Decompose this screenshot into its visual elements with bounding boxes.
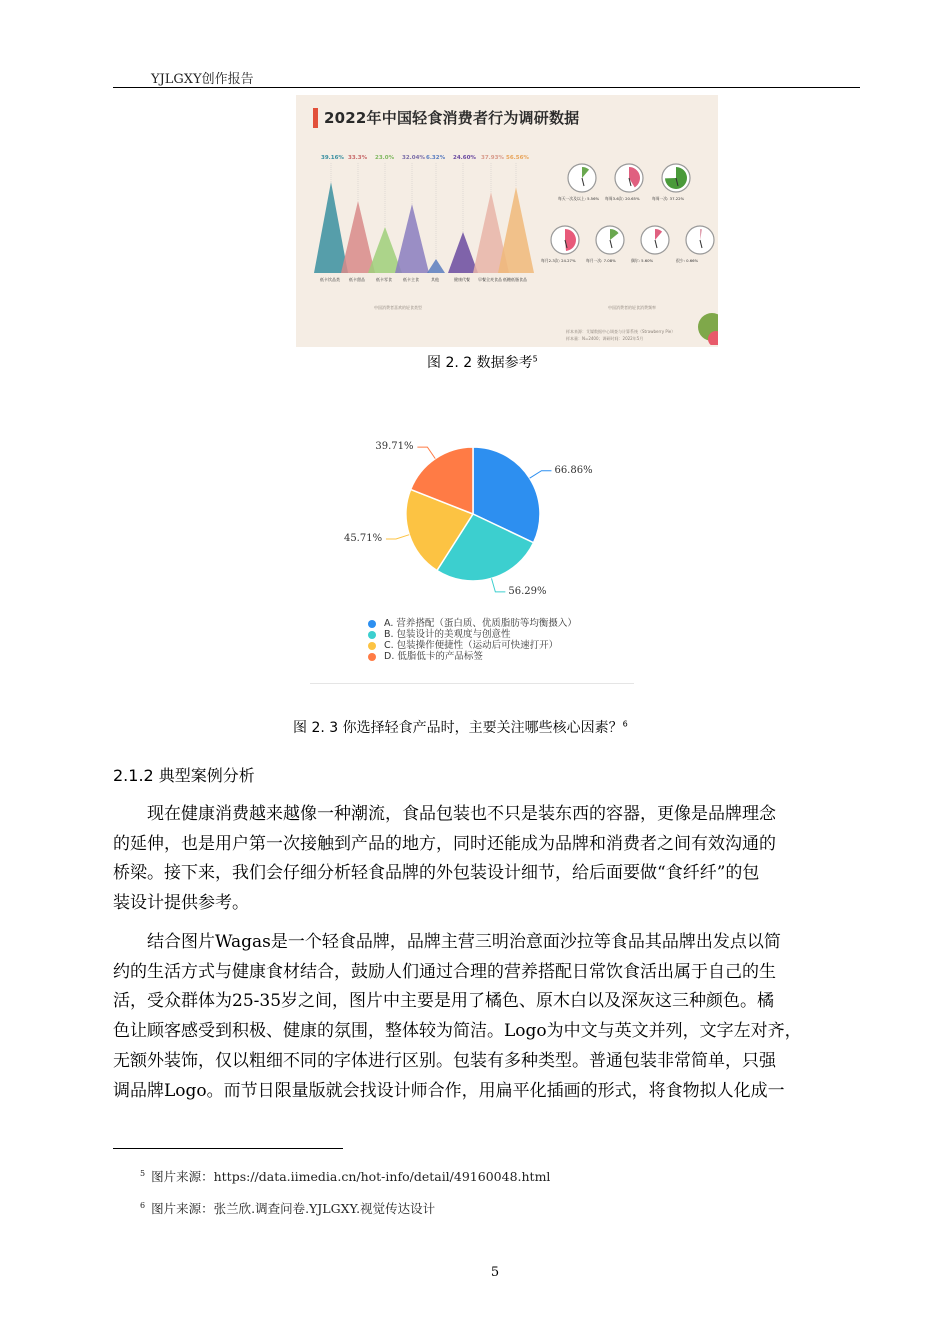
caption-text: 图 2. 2 数据参考	[427, 355, 533, 371]
pie-value-label: 39.71%	[375, 441, 414, 453]
caption-text: 图 2. 3 你选择轻食产品时，主要关注哪些核心因素？	[293, 720, 623, 736]
infographic-category: 早餐全麦食品	[478, 277, 502, 282]
left-chart-note: 中国消费者喜欢的轻食类型	[374, 305, 422, 310]
infographic-percentage: 23.0%	[375, 155, 395, 161]
triangle-mark	[427, 259, 445, 273]
title-accent-bar	[313, 108, 318, 128]
paragraph-line: 桥梁。接下来，我们会仔细分析轻食品牌的外包装设计细节，给后面要做“食纤纤”的包	[113, 863, 760, 884]
paragraph-line: 活，受众群体为25-35岁之间，图片中主要是用了橘色、原木白以及深灰这三种颜色。橘	[113, 991, 775, 1012]
legend-item	[368, 618, 577, 629]
source-note-1: 样本来源：艾媒数据中心调查与计算系统（Strawberry Pie）	[566, 329, 676, 334]
infographic-percentage: 32.04%	[402, 155, 425, 161]
legend-label: B. 包装设计的美观度与创意性	[384, 629, 511, 640]
header-text: YJLGXY创作报告	[151, 72, 254, 87]
triangle-mark	[448, 232, 478, 273]
paragraph-line: 结合图片Wagas是一个轻食品牌，品牌主营三明治意面沙拉等食品其品牌出发点以简	[147, 932, 781, 952]
gauge-group	[541, 155, 718, 285]
legend-item	[368, 651, 577, 662]
paragraph-line: 的延伸，也是用户第一次接触到产品的地方，同时还能成为品牌和消费者之间有效沟通的	[113, 833, 776, 854]
infographic-category: 低糖低脂食品	[503, 277, 527, 282]
paragraph-line: 色让顾客感受到积极、健康的氛围，整体较为简洁。Logo为中文与英文并列，文字左对齐，	[113, 1021, 802, 1042]
decorative-leaf-icon	[696, 305, 718, 345]
infographic-percentage: 56.56%	[506, 155, 529, 161]
pie-leader-line	[491, 578, 505, 591]
footnote-text: 图片来源：张兰欣.调查问卷.YJLGXY.视觉传达设计	[151, 1201, 436, 1216]
triangle-mark	[314, 182, 348, 273]
pie-legend	[368, 618, 577, 662]
infographic-title: 2022年中国轻食消费者行为调研数据	[324, 109, 580, 127]
gauge-label: 每月一次: 7.08%	[586, 258, 616, 263]
figure-divider	[310, 683, 634, 684]
source-note-2: 样本量：N=2400；调研时间：2022年5月	[566, 336, 644, 341]
footnote-5	[140, 1167, 550, 1185]
page-number: 5	[490, 1265, 500, 1280]
infographic-percentage: 6.32%	[426, 155, 446, 161]
legend-label: D. 低脂低卡的产品标签	[384, 651, 483, 662]
gauge-label: 偶尔: 5.60%	[631, 258, 654, 263]
section-heading: 2.1.2 典型案例分析	[113, 766, 255, 785]
infographic-category: 低卡饮品类	[320, 277, 340, 282]
paragraph-line: 装设计提供参考。	[113, 893, 249, 914]
infographic-percentage: 37.93%	[481, 155, 504, 161]
triangle-mark	[395, 204, 429, 273]
legend-label: A. 营养搭配（蛋白质、优质脂肪等均衡摄入）	[384, 618, 577, 629]
footnote-6	[140, 1199, 435, 1217]
pie-value-label: 66.86%	[554, 464, 593, 476]
paragraph-line: 现在健康消费越来越像一种潮流，食品包装也不只是装东西的容器，更像是品牌理念	[147, 804, 776, 824]
legend-item	[368, 629, 577, 640]
footnote-ref: 6	[622, 719, 628, 729]
footnote-text: 图片来源：https://data.iimedia.cn/hot-info/detail/49160048.html	[151, 1169, 551, 1184]
paragraph-line: 无额外装饰，仅以粗细不同的字体进行区别。包装有多种类型。普通包装非常简单，只强	[113, 1050, 776, 1071]
paragraph-1	[113, 800, 865, 919]
gauge-label: 每周3-6次: 20.65%	[605, 196, 640, 201]
paragraph-line: 调品牌Logo。而节日限量版就会找设计师合作，用扁平化插画的形式，将食物拟人化成一	[113, 1080, 785, 1101]
gauge-label: 每周一次: 37.22%	[652, 196, 685, 201]
legend-swatch	[368, 653, 376, 661]
pie-value-label: 56.29%	[508, 585, 547, 597]
gauge-label: 很少: 0.66%	[676, 258, 699, 263]
legend-item	[368, 640, 577, 651]
triangle-mark	[498, 187, 534, 273]
infographic-category: 低卡甜品	[349, 277, 365, 282]
pie-value-label: 45.71%	[343, 533, 383, 545]
paragraph-2	[113, 928, 865, 1106]
paragraph-line: 约的生活方式与健康食材结合，鼓励人们通过合理的营养搭配日常饮食活出属于自己的生	[113, 961, 776, 982]
infographic-figure	[296, 95, 718, 347]
pie-leader-line	[386, 535, 409, 539]
infographic-percentage: 33.3%	[348, 155, 368, 161]
infographic-category: 低卡主食	[403, 277, 419, 282]
infographic-category: 其他	[431, 277, 439, 282]
figure-2-3-caption	[293, 717, 628, 737]
pie-leader-line	[417, 447, 435, 459]
gauge-label: 每月2-3次: 24.27%	[541, 258, 576, 263]
header-rule	[113, 87, 860, 88]
pie-chart	[300, 425, 630, 615]
triangle-chart	[310, 157, 550, 347]
infographic-category: 低卡零食	[376, 277, 392, 282]
legend-swatch	[368, 631, 376, 639]
infographic-percentage: 24.60%	[453, 155, 476, 161]
infographic-percentage: 39.16%	[321, 155, 344, 161]
footnote-rule	[113, 1148, 343, 1149]
figure-2-2-caption	[427, 352, 538, 372]
legend-swatch	[368, 620, 376, 628]
triangle-mark	[341, 201, 375, 273]
footnote-number: 5	[140, 1168, 146, 1178]
right-chart-note: 中国消费者的轻食消费频率	[608, 305, 656, 310]
footnote-number: 6	[140, 1200, 146, 1210]
legend-label: C. 包装操作便捷性（运动后可快速打开）	[384, 640, 559, 651]
pie-leader-line	[530, 471, 552, 478]
gauge-label: 每天一次及以上: 5.56%	[558, 196, 600, 201]
legend-swatch	[368, 642, 376, 650]
infographic-category: 健康代餐	[454, 277, 470, 282]
footnote-ref: 5	[532, 354, 538, 364]
